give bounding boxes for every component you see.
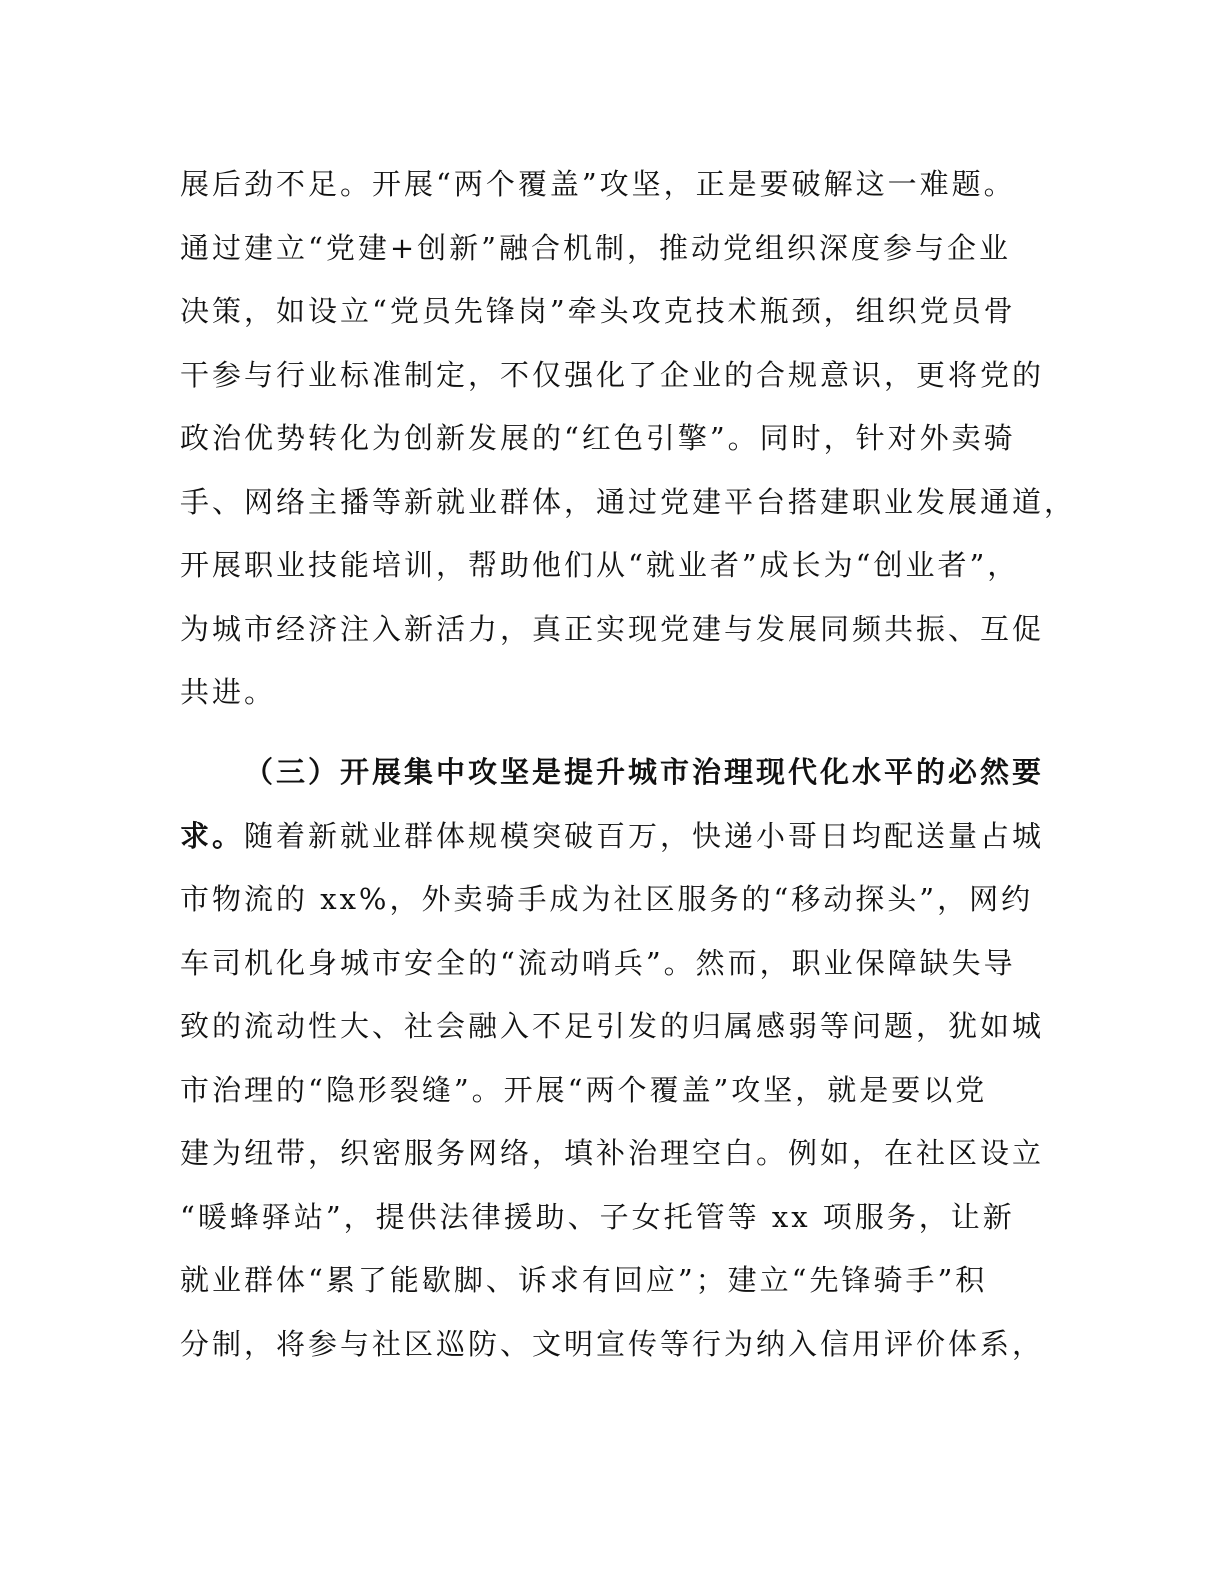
section-heading: （三）开展集中攻坚是提升城市治理现代化水平的必然要 — [244, 755, 1045, 789]
paragraph-line-text: 随着新就业群体规模突破百万，快递小哥日均配送量占城 — [244, 818, 1045, 853]
section-heading-tail: 求。 — [180, 818, 245, 853]
paragraph-line: 共进。 — [180, 675, 277, 709]
paragraph-line: 通过建立“党建+创新”融合机制，推动党组织深度参与企业 — [180, 230, 1011, 265]
paragraph-1 — [180, 153, 1077, 725]
paragraph-line: 手、网络主播等新就业群体，通过党建平台搭建职业发展通道， — [180, 484, 1077, 519]
paragraph-line: 就业群体“累了能歇脚、诉求有回应”；建立“先锋骑手”积 — [180, 1263, 988, 1297]
paragraph-line: 致的流动性大、社会融入不足引发的归属感弱等问题，犹如城 — [180, 1009, 1045, 1043]
paragraph-line: 决策，如设立“党员先锋岗”牵头攻克技术瓶颈，组织党员骨 — [180, 294, 1016, 328]
paragraph-line: 市治理的“隐形裂缝”。开展“两个覆盖”攻坚，就是要以党 — [180, 1072, 988, 1107]
paragraph-line — [180, 805, 1045, 869]
paragraph-line: 政治优势转化为创新发展的“红色引擎”。同时，针对外卖骑 — [180, 421, 1016, 455]
paragraph-line: 展后劲不足。开展“两个覆盖”攻坚，正是要破解这一难题。 — [180, 167, 1016, 201]
paragraph-line: 开展职业技能培训，帮助他们从“就业者”成长为“创业者”， — [180, 548, 1020, 582]
paragraph-line: 分制，将参与社区巡防、文明宣传等行为纳入信用评价体系， — [180, 1326, 1045, 1361]
paragraph-2 — [180, 741, 1045, 1376]
paragraph-line: 车司机化身城市安全的“流动哨兵”。然而，职业保障缺失导 — [180, 945, 1016, 980]
paragraph-line: 市物流的 xx%，外卖骑手成为社区服务的“移动探头”，网约 — [180, 882, 1034, 916]
paragraph-line: 干参与行业标准制定，不仅强化了企业的合规意识，更将党的 — [180, 357, 1045, 392]
paragraph-line: “暖蜂驿站”，提供法律援助、子女托管等 xx 项服务，让新 — [180, 1199, 1015, 1234]
paragraph-line: 建为纽带，织密服务网络，填补治理空白。例如，在社区设立 — [180, 1136, 1045, 1170]
paragraph-line: 为城市经济注入新活力，真正实现党建与发展同频共振、互促 — [180, 611, 1045, 646]
